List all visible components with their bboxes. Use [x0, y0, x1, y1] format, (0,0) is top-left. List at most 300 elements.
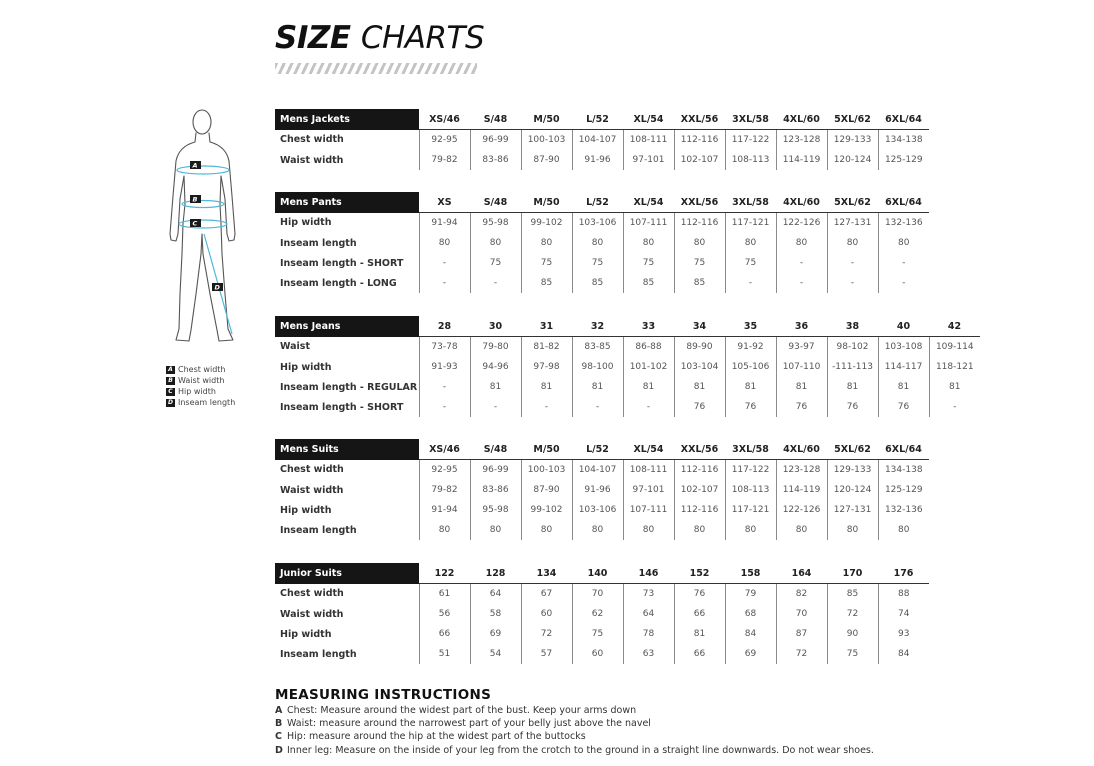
cell: 85	[572, 273, 623, 293]
size-header: 146	[623, 563, 674, 584]
size-header: 5XL/62	[827, 439, 878, 460]
row-label: Waist width	[280, 608, 344, 620]
size-header: 134	[521, 563, 572, 584]
cell: 91-92	[725, 337, 776, 358]
size-header: 5XL/62	[827, 109, 878, 130]
cell: 57	[521, 644, 572, 664]
row-label: Inseam length	[280, 648, 357, 660]
cell: 81	[878, 377, 929, 397]
cell: 64	[623, 604, 674, 624]
cell: 75	[674, 253, 725, 273]
cell: 80	[878, 233, 929, 253]
cell: 86-88	[623, 337, 674, 358]
cell: -	[776, 253, 827, 273]
table-title: Mens Suits	[275, 439, 419, 460]
cell: -	[878, 253, 929, 273]
row-label: Inseam length - SHORT	[280, 257, 404, 269]
cell: 66	[674, 604, 725, 624]
cell: 79-80	[470, 337, 521, 358]
instruction-item	[275, 744, 1055, 757]
cell: 90	[827, 624, 878, 644]
cell: 80	[419, 520, 470, 540]
size-header: 4XL/60	[776, 109, 827, 130]
cell: 87-90	[521, 150, 572, 170]
cell: 99-102	[521, 213, 572, 234]
instruction-item	[275, 730, 1055, 743]
cell: 78	[623, 624, 674, 644]
size-header: 35	[725, 316, 776, 337]
cell: 117-122	[725, 130, 776, 151]
cell: 82	[776, 584, 827, 605]
cell: 108-113	[725, 150, 776, 170]
cell: 92-95	[419, 130, 470, 151]
cell: 61	[419, 584, 470, 605]
size-header: XS/46	[419, 109, 470, 130]
legend-item	[166, 364, 235, 375]
cell: 76	[776, 397, 827, 417]
row-label: Waist width	[280, 484, 344, 496]
cell: 81	[470, 377, 521, 397]
cell: 129-133	[827, 130, 878, 151]
cell: 72	[827, 604, 878, 624]
table-row	[275, 624, 929, 644]
row-label: Inseam length	[280, 237, 357, 249]
size-header: XS/46	[419, 439, 470, 460]
page-title-bold: SIZE	[275, 20, 351, 56]
cell: 103-106	[572, 213, 623, 234]
row-label: Hip width	[280, 217, 332, 229]
cell: 83-86	[470, 480, 521, 500]
cell: 81	[623, 377, 674, 397]
size-header: 158	[725, 563, 776, 584]
size-header: XXL/56	[674, 192, 725, 213]
cell: 87-90	[521, 480, 572, 500]
cell: 91-93	[419, 357, 470, 377]
row-label: Hip width	[280, 361, 332, 373]
cell: 79-82	[419, 480, 470, 500]
instruction-key: D	[275, 744, 283, 756]
cell: 76	[827, 397, 878, 417]
size-header: L/52	[572, 192, 623, 213]
instruction-text: Hip: measure around the hip at the widest part of the buttocks	[287, 731, 586, 743]
cell: 112-116	[674, 130, 725, 151]
cell: 114-119	[776, 150, 827, 170]
size-header: M/50	[521, 439, 572, 460]
cell: 69	[470, 624, 521, 644]
marker-d-label: D	[214, 283, 220, 292]
cell: 85	[623, 273, 674, 293]
size-header: 3XL/58	[725, 109, 776, 130]
cell: 100-103	[521, 130, 572, 151]
cell: 75	[623, 253, 674, 273]
cell: -	[827, 253, 878, 273]
header-row	[275, 109, 929, 130]
size-header: XS	[419, 192, 470, 213]
cell: 81	[776, 377, 827, 397]
cell: 91-96	[572, 480, 623, 500]
legend-key: C	[166, 388, 175, 396]
cell: 132-136	[878, 500, 929, 520]
row-label: Waist width	[280, 154, 344, 166]
legend-item	[166, 397, 235, 408]
cell: 80	[674, 520, 725, 540]
cell: 85	[521, 273, 572, 293]
cell: 75	[470, 253, 521, 273]
cell: 94-96	[470, 357, 521, 377]
size-header: 40	[878, 316, 929, 337]
cell: 99-102	[521, 500, 572, 520]
junior-suits-table	[275, 563, 929, 664]
cell: 107-111	[623, 213, 674, 234]
cell: 117-121	[725, 500, 776, 520]
mens-jackets-table	[275, 109, 929, 170]
table-row	[275, 150, 929, 170]
size-header: 38	[827, 316, 878, 337]
cell: 85	[827, 584, 878, 605]
size-header: 42	[929, 316, 980, 337]
instruction-item	[275, 704, 1055, 717]
cell: 117-121	[725, 213, 776, 234]
cell: -	[419, 273, 470, 293]
size-header: 6XL/64	[878, 192, 929, 213]
cell: 112-116	[674, 460, 725, 481]
header-row	[275, 563, 929, 584]
table-title: Junior Suits	[275, 563, 419, 584]
cell: -	[470, 273, 521, 293]
cell: 80	[572, 520, 623, 540]
table-row	[275, 377, 980, 397]
cell: 91-96	[572, 150, 623, 170]
cell: 72	[521, 624, 572, 644]
cell: -	[470, 397, 521, 417]
cell: 107-111	[623, 500, 674, 520]
instruction-text: Waist: measure around the narrowest part of your belly just above the navel	[287, 718, 651, 730]
size-header: XL/54	[623, 439, 674, 460]
cell: 123-128	[776, 130, 827, 151]
cell: 104-107	[572, 130, 623, 151]
cell: 89-90	[674, 337, 725, 358]
cell: 87	[776, 624, 827, 644]
cell: 122-126	[776, 500, 827, 520]
cell: 100-103	[521, 460, 572, 481]
instruction-item	[275, 717, 1055, 730]
cell: -	[419, 253, 470, 273]
row-label: Inseam length - SHORT	[280, 401, 404, 413]
cell: 117-122	[725, 460, 776, 481]
cell: 134-138	[878, 130, 929, 151]
table-row	[275, 273, 929, 293]
cell: -	[776, 273, 827, 293]
row-label: Hip width	[280, 504, 332, 516]
table-row	[275, 337, 980, 358]
table-row	[275, 480, 929, 500]
marker-a-label: A	[192, 161, 198, 170]
cell: -	[572, 397, 623, 417]
cell: 127-131	[827, 500, 878, 520]
cell: 80	[470, 233, 521, 253]
title-stripes-decoration	[275, 63, 477, 74]
table-row	[275, 253, 929, 273]
cell: 81	[674, 624, 725, 644]
row-label: Inseam length	[280, 524, 357, 536]
cell: -	[623, 397, 674, 417]
size-header: 31	[521, 316, 572, 337]
cell: 75	[827, 644, 878, 664]
legend-key: B	[166, 377, 175, 385]
cell: 80	[470, 520, 521, 540]
cell: 81	[572, 377, 623, 397]
cell: 108-113	[725, 480, 776, 500]
row-label: Waist	[280, 341, 311, 353]
size-header: XL/54	[623, 192, 674, 213]
instructions-title: MEASURING INSTRUCTIONS	[275, 687, 492, 703]
cell: 80	[827, 520, 878, 540]
header-row	[275, 316, 980, 337]
cell: -111-113	[827, 357, 878, 377]
cell: 114-117	[878, 357, 929, 377]
cell: 93-97	[776, 337, 827, 358]
header-row	[275, 192, 929, 213]
cell: -	[521, 397, 572, 417]
cell: 68	[725, 604, 776, 624]
cell: 80	[776, 520, 827, 540]
cell: 97-101	[623, 150, 674, 170]
table-row	[275, 130, 929, 151]
table-row	[275, 460, 929, 481]
row-label: Inseam length - LONG	[280, 277, 397, 289]
measuring-instructions	[275, 686, 1055, 757]
size-header: S/48	[470, 109, 521, 130]
cell: 114-119	[776, 480, 827, 500]
cell: 107-110	[776, 357, 827, 377]
measurement-legend	[166, 364, 235, 408]
body-measurement-figure	[158, 104, 270, 350]
cell: 96-99	[470, 460, 521, 481]
cell: 80	[725, 520, 776, 540]
table-title: Mens Pants	[275, 192, 419, 213]
cell: 95-98	[470, 213, 521, 234]
cell: 134-138	[878, 460, 929, 481]
cell: 75	[521, 253, 572, 273]
size-header: 176	[878, 563, 929, 584]
legend-text: Waist width	[178, 376, 225, 385]
cell: 95-98	[470, 500, 521, 520]
cell: 62	[572, 604, 623, 624]
cell: 66	[674, 644, 725, 664]
chest-measure-line	[177, 166, 229, 174]
cell: 64	[470, 584, 521, 605]
cell: 79-82	[419, 150, 470, 170]
cell: 88	[878, 584, 929, 605]
size-header: 33	[623, 316, 674, 337]
mens-pants-table	[275, 192, 929, 293]
cell: 97-101	[623, 480, 674, 500]
size-header: 4XL/60	[776, 192, 827, 213]
cell: 80	[521, 233, 572, 253]
cell: 76	[878, 397, 929, 417]
size-header: M/50	[521, 192, 572, 213]
cell: 96-99	[470, 130, 521, 151]
legend-item	[166, 375, 235, 386]
legend-text: Chest width	[178, 365, 226, 374]
table-row	[275, 644, 929, 664]
size-header: 4XL/60	[776, 439, 827, 460]
cell: -	[725, 273, 776, 293]
table-row	[275, 233, 929, 253]
cell: 92-95	[419, 460, 470, 481]
cell: 93	[878, 624, 929, 644]
cell: 102-107	[674, 150, 725, 170]
cell: 132-136	[878, 213, 929, 234]
cell: 75	[572, 624, 623, 644]
cell: 103-108	[878, 337, 929, 358]
size-header: 152	[674, 563, 725, 584]
table-row	[275, 213, 929, 234]
cell: 103-104	[674, 357, 725, 377]
cell: 51	[419, 644, 470, 664]
cell: 80	[521, 520, 572, 540]
size-header: S/48	[470, 192, 521, 213]
table-title: Mens Jeans	[275, 316, 419, 337]
size-header: M/50	[521, 109, 572, 130]
cell: 63	[623, 644, 674, 664]
table-row	[275, 584, 929, 605]
cell: 84	[725, 624, 776, 644]
cell: 73-78	[419, 337, 470, 358]
size-header: XXL/56	[674, 109, 725, 130]
size-header: 28	[419, 316, 470, 337]
cell: 70	[776, 604, 827, 624]
cell: 74	[878, 604, 929, 624]
size-header: 6XL/64	[878, 109, 929, 130]
table-row	[275, 397, 980, 417]
cell: 118-121	[929, 357, 980, 377]
cell: 98-100	[572, 357, 623, 377]
cell: 80	[827, 233, 878, 253]
legend-text: Hip width	[178, 387, 216, 396]
cell: 102-107	[674, 480, 725, 500]
cell: -	[929, 397, 980, 417]
cell: 91-94	[419, 500, 470, 520]
cell: 120-124	[827, 150, 878, 170]
size-header: L/52	[572, 439, 623, 460]
cell: 58	[470, 604, 521, 624]
cell: 112-116	[674, 213, 725, 234]
size-header: 170	[827, 563, 878, 584]
cell: 69	[725, 644, 776, 664]
cell: 73	[623, 584, 674, 605]
cell: 75	[572, 253, 623, 273]
marker-b-label: B	[192, 195, 198, 204]
mens-jeans-table	[275, 316, 980, 417]
cell: 127-131	[827, 213, 878, 234]
instruction-key: A	[275, 705, 283, 716]
size-header: 128	[470, 563, 521, 584]
cell: 80	[674, 233, 725, 253]
cell: 81	[725, 377, 776, 397]
row-label: Hip width	[280, 628, 332, 640]
cell: -	[878, 273, 929, 293]
cell: -	[419, 377, 470, 397]
table-row	[275, 500, 929, 520]
size-header: 34	[674, 316, 725, 337]
mens-suits-table	[275, 439, 929, 540]
cell: 81	[929, 377, 980, 397]
legend-key: A	[166, 366, 175, 374]
waist-measure-line	[182, 201, 224, 208]
cell: 80	[623, 520, 674, 540]
cell: 76	[674, 397, 725, 417]
cell: 98-102	[827, 337, 878, 358]
size-header: XL/54	[623, 109, 674, 130]
header-row	[275, 439, 929, 460]
cell: 123-128	[776, 460, 827, 481]
figure-head	[193, 110, 211, 134]
size-header: 122	[419, 563, 470, 584]
cell: 103-106	[572, 500, 623, 520]
cell: 76	[674, 584, 725, 605]
cell: 80	[776, 233, 827, 253]
legend-item	[166, 386, 235, 397]
legend-text: Inseam length	[178, 398, 236, 407]
cell: 56	[419, 604, 470, 624]
cell: 122-126	[776, 213, 827, 234]
cell: 80	[725, 233, 776, 253]
cell: 80	[572, 233, 623, 253]
size-header: L/52	[572, 109, 623, 130]
table-title: Mens Jackets	[275, 109, 419, 130]
instruction-text: Chest: Measure around the widest part of the bust. Keep your arms down	[287, 705, 637, 716]
cell: 76	[725, 397, 776, 417]
cell: 80	[623, 233, 674, 253]
cell: 91-94	[419, 213, 470, 234]
cell: 129-133	[827, 460, 878, 481]
cell: 80	[419, 233, 470, 253]
cell: 125-129	[878, 150, 929, 170]
cell: 109-114	[929, 337, 980, 358]
cell: 54	[470, 644, 521, 664]
size-header: 32	[572, 316, 623, 337]
cell: -	[419, 397, 470, 417]
size-header: S/48	[470, 439, 521, 460]
size-header: XXL/56	[674, 439, 725, 460]
cell: 97-98	[521, 357, 572, 377]
legend-key: D	[166, 399, 175, 407]
instruction-key: C	[275, 731, 282, 743]
cell: 66	[419, 624, 470, 644]
page-title	[275, 18, 484, 58]
size-header: 30	[470, 316, 521, 337]
cell: 125-129	[878, 480, 929, 500]
cell: 83-85	[572, 337, 623, 358]
cell: 112-116	[674, 500, 725, 520]
size-header: 164	[776, 563, 827, 584]
size-header: 5XL/62	[827, 192, 878, 213]
cell: 75	[725, 253, 776, 273]
cell: 108-111	[623, 130, 674, 151]
instruction-text: Inner leg: Measure on the inside of your leg from the crotch to the ground in a straight line downwards. Do not wear shoes.	[287, 744, 874, 756]
size-header: 6XL/64	[878, 439, 929, 460]
table-row	[275, 520, 929, 540]
cell: 101-102	[623, 357, 674, 377]
size-header: 140	[572, 563, 623, 584]
cell: 83-86	[470, 150, 521, 170]
marker-c-label: C	[192, 219, 198, 228]
cell: 108-111	[623, 460, 674, 481]
cell: 81	[521, 377, 572, 397]
cell: 80	[878, 520, 929, 540]
hip-measure-line	[179, 220, 227, 228]
